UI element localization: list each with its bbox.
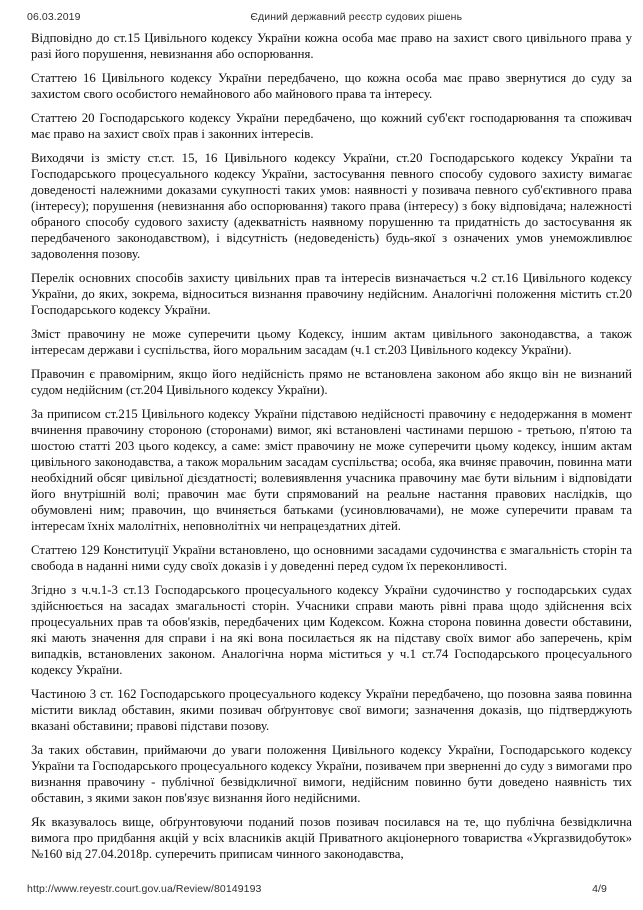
page-indicator: 4/9 — [592, 883, 607, 895]
registry-title: Єдиний державний реєстр судових рішень — [250, 11, 463, 23]
paragraph: Частиною 3 ст. 162 Господарського процесуального кодексу України передбачено, що позовна заява повинна містити виклад обставин, якими позивач обґрунтовує свої вимоги; зазначення доказів, що підтверджують вказані обставини; правові підстави позову. — [31, 687, 632, 733]
paragraph: Статтею 20 Господарського кодексу України передбачено, що кожний суб'єкт господарювання та споживач має право на захист своїх прав і законних інтересів. — [31, 111, 632, 141]
paragraph: Перелік основних способів захисту цивільних прав та інтересів визначається ч.2 ст.16 Цивільного кодексу України, до яких, зокрема, відноситься визнання правочину недійсним. Аналогічні положення містить ст.20 Господарського кодексу України. — [31, 271, 632, 317]
paragraph: За таких обставин, приймаючи до уваги положення Цивільного кодексу України, Господарського кодексу України та Господарського процесуального кодексу України, позивачем при зверненні до суду з вимогами про визнання правочину - публічної безвідкличної вимоги, недійсним повинно бути доведено наявність тих обставин, з якими закон пов'язує визнання його недійсними. — [31, 743, 632, 805]
paragraph: За приписом ст.215 Цивільного кодексу України підставою недійсності правочину є недодержання в момент вчинення правочину стороною (сторонами) вимог, які встановлені частинами першою - третьою, п'ятою та шостою статті 203 цього кодексу, а саме: зміст правочину не може суперечити цьому кодексу, іншим актам цивільного законодавства, а також моральним засадам суспільства; особа, яка вчиняє правочин, повинна мати необхідний обсяг цивільної дієздатності; волевиявлення учасника правочину має бути вільним і відповідати його внутрішній волі; правочин має бути спрямований на реальне настання правових наслідків, що обумовлені ним; правочин, що вчиняється батьками (усиновлювачами), не може суперечити правам та інтересам їхніх малолітніх, неповнолітніх чи непрацездатних дітей. — [31, 407, 632, 533]
paragraph: Правочин є правомірним, якщо його недійсність прямо не встановлена законом або якщо він не визнаний судом недійсним (ст.204 Цивільного кодексу України). — [31, 367, 632, 397]
paragraph: Виходячи із змісту ст.ст. 15, 16 Цивільного кодексу України, ст.20 Господарського кодексу України та Господарського процесуального кодексу України, застосування певного способу судового захисту вимагає доведеності належними доказами сукупності таких умов: наявності у позивача певного суб'єктивного права (інтересу); порушення (невизнання або оспорювання) такого права (інтересу) з боку відповідача; належності обраного способу судового захисту (адекватність наявному порушенню та придатність до застосування як передбаченого законодавством), і відсутність (недоведеність) будь-якої з означених умов унеможливлює задоволення позову. — [31, 151, 632, 261]
document-body — [31, 30, 632, 880]
source-url: http://www.reyestr.court.gov.ua/Review/80149193 — [27, 883, 262, 895]
print-header — [0, 11, 643, 23]
print-date: 06.03.2019 — [27, 11, 81, 23]
paragraph: Згідно з ч.ч.1-3 ст.13 Господарського процесуального кодексу України судочинство у господарських судах здійснюється на засадах змагальності сторін. Учасники справи мають рівні права щодо здійснення всіх процесуальних прав та обов'язків, передбачених цим Кодексом. Кожна сторона повинна довести обставини, які мають значення для справи і на які вона посилається як на підставу своїх вимог або заперечень, крім випадків, встановлених законом. Аналогічна норма міститься у ч.1 ст.74 Господарського процесуального кодексу України. — [31, 583, 632, 677]
paragraph: Зміст правочину не може суперечити цьому Кодексу, іншим актам цивільного законодавства, а також інтересам держави і суспільства, його моральним засадам (ч.1 ст.203 Цивільного кодексу України). — [31, 327, 632, 357]
paragraph: Статтею 129 Конституції України встановлено, що основними засадами судочинства є змагальність сторін та свобода в наданні ними суду своїх доказів і у доведенні перед судом їх переконливості. — [31, 543, 632, 573]
print-footer — [0, 883, 643, 895]
paragraph: Відповідно до ст.15 Цивільного кодексу України кожна особа має право на захист свого цивільного права у разі його порушення, невизнання або оспорювання. — [31, 31, 632, 61]
paragraph: Як вказувалось вище, обґрунтовуючи поданий позов позивач посилався на те, що публічна безвідклична вимога про придбання акцій у всіх власників акцій Приватного акціонерного товариства «Укргазвидобуток» №160 від 27.04.2018р. суперечить приписам чинного законодавства, — [31, 815, 632, 861]
paragraph: Статтею 16 Цивільного кодексу України передбачено, що кожна особа має право звернутися до суду за захистом свого особистого немайнового або майнового права та інтересу. — [31, 71, 632, 101]
